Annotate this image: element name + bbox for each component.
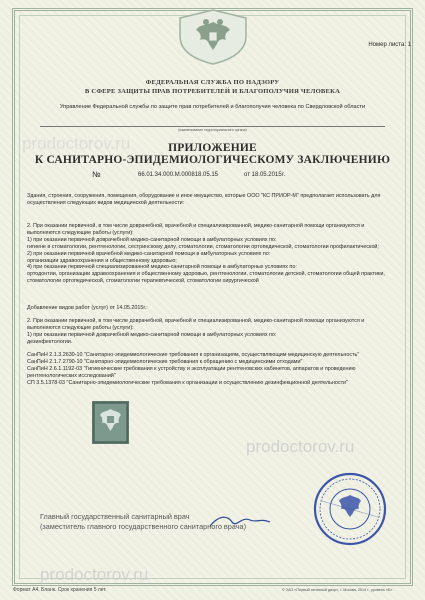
title-line-1: ПРИЛОЖЕНИЕ — [168, 142, 257, 154]
services-line: 2. При оказании первичной, в том числе доврачебной, врачебной и специализированной, медико-санитарной помощи организуются и выполняются следующие работы (услуги): — [27, 223, 365, 236]
norm-line: СанПиН 2.1.3.2630-10 "Санитарно-эпидемиологические требования к организациям, осуществляющим медицинскую деятельность" — [27, 352, 360, 358]
services-line: 1) при оказании первичной доврачебной медико-санитарной помощи в амбулаторных условиях по: — [27, 236, 277, 243]
services-line: ортодонтии, организации здравоохранения и общественному здоровью, рентгенологии, стоматологии детской, стоматологии общей практики, стоматологии ортопедической, стоматологии терапевтической, стоматологии хирургической — [27, 271, 385, 285]
number-label: № — [92, 170, 101, 179]
signatory-line-2: (заместитель главного государственного санитарного врача) — [40, 522, 247, 532]
watermark-middle: prodoctorov.ru — [246, 437, 355, 456]
conclusion-number: 66.01.34.000.М.000818.05.15 — [138, 172, 219, 178]
watermark-top: prodoctorov.ru — [22, 134, 131, 153]
added-services-heading: Добавление видов работ (услуг) от 14.05.2015г.: — [27, 305, 148, 311]
norm-line: СанПиН 2.6.1.1192-03 "Гигиенические требования к устройству и эксплуатации рентгеновских кабинетов, аппаратов и проведению рентгенологических исследований" — [27, 365, 356, 379]
added-services-list — [27, 318, 397, 346]
added-line: 1) при оказании первичной доврачебной медико-санитарной помощи в амбулаторных условиях по: — [27, 331, 277, 338]
signatory-line-1: Главный государственный санитарный врач — [40, 512, 190, 521]
agency-line-1: ФЕДЕРАЛЬНАЯ СЛУЖБА ПО НАДЗОРУ — [145, 79, 280, 86]
agency-line-2: В СФЕРЕ ЗАЩИТЫ ПРАВ ПОТРЕБИТЕЛЕЙ И БЛАГОПОЛУЧИЯ ЧЕЛОВЕКА — [84, 87, 341, 95]
hologram-seal-icon — [92, 401, 129, 444]
date-prefix: от — [244, 172, 250, 178]
signatory-title — [40, 512, 246, 532]
sheet-number: Номер листа: 1 — [368, 42, 411, 48]
date-value: 18.05.2015 — [251, 172, 282, 178]
sanitary-norms-list — [27, 352, 397, 387]
department-underline — [40, 126, 385, 127]
printer-imprint: © ЗАО «Первый печатный двор», г. Москва, 2014 г., уровень «Б» — [282, 588, 393, 592]
agency-name — [20, 79, 405, 97]
services-line: 2) при оказании первичной врачебной медико-санитарной помощи в амбулаторных условиях по: — [27, 250, 271, 257]
date-suffix: г. — [282, 172, 286, 178]
department-caption: (наименование территориального органа) — [178, 128, 247, 132]
territorial-department: Управление Федеральной службы по защите прав потребителей и благополучия человека по Свердловской области — [59, 104, 366, 110]
added-line: 2. При оказании первичной, в том числе доврачебной, врачебной и специализированной, медико-санитарной помощи организуются и выполняются следующие работы (услуги): — [27, 318, 365, 331]
added-line: дезинфектологии. — [27, 338, 73, 345]
title-line-2: К САНИТАРНО-ЭПИДЕМИОЛОГИЧЕСКОМУ ЗАКЛЮЧЕНИЮ — [34, 154, 391, 167]
coat-of-arms-icon — [178, 8, 248, 66]
services-line: 4) при оказании первичной специализированной медико-санитарной помощи в амбулаторных условиях по: — [27, 264, 297, 271]
norm-line: СП 3.5.1378-03 "Санитарно-эпидемиологические требования к организации и осуществлению дезинфекционной деятельности" — [27, 379, 348, 386]
services-line: организации здравоохранения и общественному здоровью; — [27, 257, 177, 264]
form-format-note: Формат А4. Бланк. Срок хранения 5 лет. — [13, 587, 107, 593]
norm-line: СанПиН 2.1.7.2790-10 "Санитарно-эпидемиологические требования к обращению с медицинскими отходами" — [27, 358, 303, 365]
services-line: гигиене в стоматологии, рентгенологии, сестринскому делу, стоматологии, стоматологии ортопедической, стоматологии профилактической; — [27, 243, 379, 250]
intro-paragraph: Здания, строения, сооружения, помещения, оборудование и иное имущество, которые ООО "КС ПРИОР-М" предполагает использовать для осуществления следующих видов медицинской деятельности: — [27, 193, 381, 206]
watermark-bottom: prodoctorov.ru — [40, 565, 149, 584]
conclusion-date — [244, 172, 282, 178]
official-stamp-icon — [312, 471, 388, 547]
document-title — [10, 142, 415, 166]
services-list — [27, 223, 397, 285]
